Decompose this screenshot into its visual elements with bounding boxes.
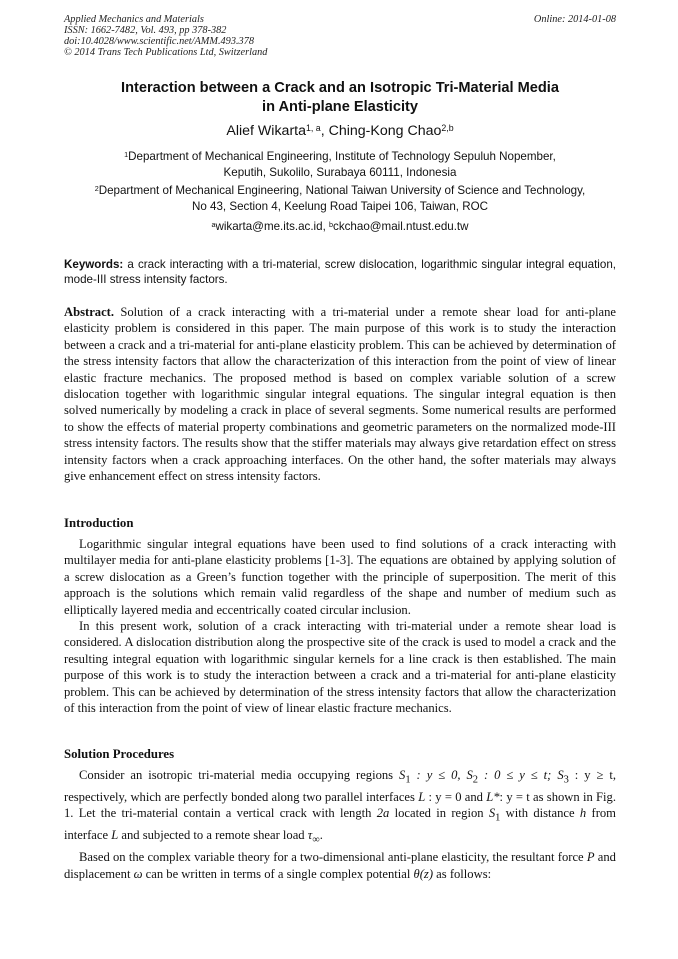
math-symbol: S [466,768,473,782]
math-subscript: ∞ [312,834,320,846]
text-run: : y ≥ t, respectively, which are perfectly bonded along two parallel interfaces [64,768,617,804]
keywords [64,257,616,287]
abstract-text: Solution of a crack interacting with a tri-material under a remote shear load for anti-plane elasticity problem is considered in this paper. The main purpose of this work is to study the interaction between a crack and a tri-material for anti-plane elasticity problem. This can be achieved by determination of the stress intensity factors that allow the characterization of this interaction from the point of view of linear elastic fracture mechanics. The proposed method is based on complex variable solution of a screw dislocation together with logarithmic singular integral equations. The singular integral equation is then solved numerically by modeling a crack in place of several segments. Some numerical results are performed to show the effects of material property combinations and geometric parameters on the normalized mode-III stress intensity factors. The results show that the stiffer materials may always give retardation effect on stress intensity factors when a crack approaching interfaces. On the other hand, the softer materials may always give enhancement effect on stress intensity factors. [64,305,616,484]
paragraph [64,767,616,849]
author-affiliation-mark: 2,b [441,123,454,134]
math-symbol: τ [307,828,313,843]
introduction-heading: Introduction [64,516,134,530]
affiliation-number: 2 [94,183,99,193]
math-symbol: S [488,806,496,821]
math-symbol: L [111,828,119,843]
text-run: . [319,828,323,843]
email-mark: b [329,219,334,229]
online-date: Online: 2014-01-08 [533,14,616,25]
math-symbol: P [586,850,595,865]
solution-heading: Solution Procedures [64,747,175,761]
solution-body [64,767,616,882]
math-subscript: 3 [563,774,569,786]
math-symbol: ω [133,866,143,881]
keywords-text: a crack interacting with a tri-material, screw dislocation, logarithmic singular integral equation, mode-III stress intensity factors. [64,258,616,286]
affiliation-line: Department of Mechanical Engineering, Institute of Technology Sepuluh Nopember, [128,150,556,163]
abstract-label: Abstract. [64,305,115,319]
affiliation-line: Keputih, Sukolilo, Surabaya 60111, Indonesia [223,166,457,179]
math-symbol: L [418,789,426,804]
journal-header [64,14,616,58]
math-run: : y ≤ 0, [410,768,467,782]
text-run: located in region [389,806,489,821]
math-symbol: h [579,806,587,821]
math-symbol: 2a [376,806,390,821]
text-run: Based on the complex variable theory for a two-dimensional anti-plane elasticity, the resultant force [79,850,587,865]
author-list [64,122,616,141]
text-run: Consider an isotropic tri-material media occupying regions [79,768,400,782]
paper-title [64,79,616,117]
journal-issn: ISSN: 1662-7482, Vol. 493, pp 378-382 [64,25,227,36]
math-subscript: 1 [405,774,411,786]
paragraph [64,849,616,882]
author-affiliation-mark: 1, a [306,123,321,134]
affiliation-line: No 43, Section 4, Keelung Road Taipei 106, Taiwan, ROC [191,200,489,213]
paragraph: Logarithmic singular integral equations have been used to find solutions of a crack interacting with multilayer media for anti-plane elasticity problems [1-3]. The equations are obtained by applying solution of a screw dislocation as a Green’s function together with the principle of superposition. The merit of this approach is the solutions which remain valid regardless of the shape and number of medium such as elliptically layered media and eccentrically coated circular inclusion. [64,537,616,617]
affiliation-2 [64,183,616,215]
email-address: wikarta@me.its.ac.id, [215,220,330,233]
author-separator: , [320,123,329,139]
journal-doi: doi:10.4028/www.scientific.net/AMM.493.378 [64,36,254,47]
author-emails [64,219,616,235]
text-run: from interface [64,806,616,843]
math-symbol: L* [486,789,500,804]
text-run: with distance [500,806,580,821]
affiliation-number: 1 [124,149,129,159]
text-run: and subjected to a remote shear load [118,828,308,843]
title-line-2: in Anti-plane Elasticity [262,99,418,115]
journal-name: Applied Mechanics and Materials [64,14,204,25]
math-subscript: 1 [495,812,501,824]
title-line-1: Interaction between a Crack and an Isotropic Tri-Material Media [121,80,559,96]
math-subscript: 2 [472,774,479,786]
math-symbol: S [399,768,406,782]
paragraph: In this present work, solution of a crack interacting with tri-material under a remote shear load is considered. A dislocation distribution along the prospective site of the crack is used to model a crack and the resulting integral equation with logarithmic singular kernels for a line crack is then established. The main purpose of this work is to study the interaction between a crack and a tri-material for anti-plane elasticity problem. This can be achieved by determination of the stress intensity factors that allow the characterization of this interaction from the point of view of linear elastic fracture mechanics. [64,619,616,716]
keywords-label: Keywords: [64,258,124,271]
text-run: as follows: [433,866,492,881]
introduction-body [64,536,616,716]
author-name: Ching-Kong Chao [328,123,442,139]
text-run: : y = 0 and [425,789,487,804]
math-symbol: S [557,768,564,782]
author-name: Alief Wikarta [226,123,306,139]
affiliation-1 [64,149,616,181]
text-run: and displacement [64,850,616,881]
math-run: : 0 ≤ y ≤ t; [478,768,558,782]
email-mark: a [211,219,216,229]
affiliation-line: Department of Mechanical Engineering, National Taiwan University of Science and Technology, [98,184,586,197]
email-address: ckchao@mail.ntust.edu.tw [333,220,469,233]
abstract [64,304,616,484]
text-run: : y = t as shown in Fig. 1. Let the tri-material contain a vertical crack with length [64,789,616,821]
journal-copyright: © 2014 Trans Tech Publications Ltd, Switzerland [64,47,268,58]
text-run: can be written in terms of a single complex potential [142,866,414,881]
math-symbol: θ(z) [413,866,434,881]
